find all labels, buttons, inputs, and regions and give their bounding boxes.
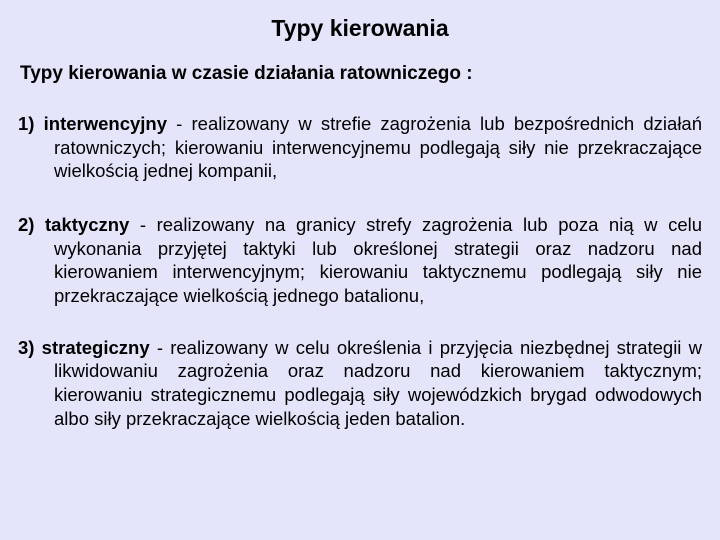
page-title: Typy kierowania — [271, 15, 449, 41]
list-item-body: - realizowany w celu określenia i przyjęcia niezbędnej strategii w likwidowaniu zagrożenia oraz nadzoru nad kierowaniem taktycznym; kierowaniu strategicznemu podlegają siły wojewódzkich brygad odwodowych albo siły przekraczające wielkością jeden batalion. — [54, 336, 702, 429]
list-item — [18, 213, 702, 308]
list-item-marker: 3) — [18, 336, 35, 358]
list-item-body: - realizowany w strefie zagrożenia lub bezpośrednich działań ratowniczych; kierowaniu interwencyjnemu podlegają siły nie przekraczające wielkością jednej kompanii, — [54, 113, 703, 182]
list-item — [18, 336, 702, 431]
list-item-body: - realizowany na granicy strefy zagrożenia lub poza nią w celu wykonania przyjętej taktyki lub określonej strategii oraz nadzoru nad kierowaniem interwencyjnym; kierowaniu taktycznemu podlegają siły nie przekraczające wielkością jednego batalionu, — [54, 214, 703, 307]
list-item-lead: taktyczny — [45, 214, 130, 236]
list-item-lead: strategiczny — [41, 336, 150, 358]
list-item-marker: 2) — [18, 214, 35, 236]
list-item — [18, 112, 702, 183]
slide-subtitle: Typy kierowania w czasie działania ratowniczego : — [20, 63, 473, 85]
list-item-lead: interwencyjny — [43, 113, 168, 135]
list-item-marker: 1) — [18, 113, 35, 135]
